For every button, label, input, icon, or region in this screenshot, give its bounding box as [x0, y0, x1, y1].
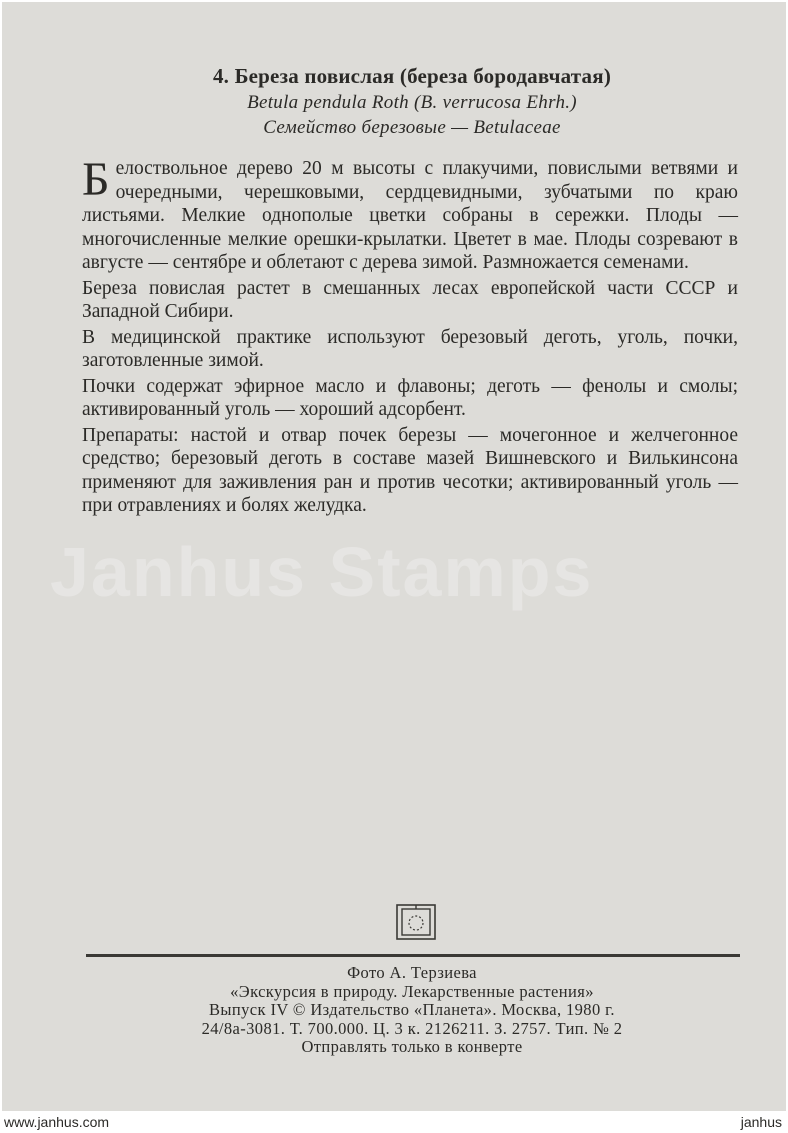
paragraph-2: Береза повислая растет в смешанных лесах европейской части СССР и Западной Сибири.	[82, 277, 738, 322]
footer-divider	[86, 954, 740, 957]
photo-credit: Фото А. Терзиева	[347, 963, 477, 982]
latin-name: Betula pendula Roth (B. verrucosa Ehrh.)	[247, 92, 577, 113]
bottom-strip	[0, 1111, 788, 1133]
print-data: 24/8а-3081. Т. 700.000. Ц. 3 к. 2126211. З. 2757. Тип. № 2	[201, 1018, 623, 1038]
family-name: Семейство березовые — Betulaceae	[263, 117, 561, 138]
paragraph-5: Препараты: настой и отвар почек березы — мочегонное и желчегонное средство; березовый деготь в составе мазей Вишневского и Вилькинсона применяют для заживления ран и против чесотки; активированный уголь — при отравлениях и болях желудка.	[82, 424, 738, 516]
paragraph-1	[82, 153, 738, 275]
description-text	[82, 153, 738, 520]
watermark: Janhus Stamps	[50, 533, 594, 611]
publisher-logo-icon	[396, 904, 436, 940]
site-url: www.janhus.com	[4, 1114, 110, 1130]
postcard-back	[2, 2, 786, 1111]
mailing-note: Отправлять только в конверте	[301, 1037, 523, 1056]
series-name: «Экскурсия в природу. Лекарственные растения»	[230, 981, 594, 1001]
paragraph-4: Почки содержат эфирное масло и флавоны; деготь — фенолы и смолы; активированный уголь — хороший адсорбент.	[82, 375, 738, 420]
publisher-line: Выпуск IV © Издательство «Планета». Москва, 1980 г.	[209, 1000, 615, 1019]
paragraph-1-text: елоствольное дерево 20 м высоты с плакучими, повислыми ветвями и очередными, черешковыми, сердцевидными, зубчатыми по краю листьями. Мелкие однополые цветки собраны в сережки. Плоды — многочисленные мелкие орешки-крылатки. Цветет в мае. Плоды созревают в августе — сентябре и облетают с дерева зимой. Размножается семенами.	[82, 158, 738, 273]
paragraph-3: В медицинской практике используют березовый деготь, уголь, почки, заготовленные зимой.	[82, 326, 738, 371]
site-brand: janhus	[740, 1114, 782, 1130]
page-title: 4. Береза повислая (береза бородавчатая)	[212, 64, 612, 88]
imprint	[2, 964, 788, 1057]
drop-cap: Б	[82, 153, 110, 206]
